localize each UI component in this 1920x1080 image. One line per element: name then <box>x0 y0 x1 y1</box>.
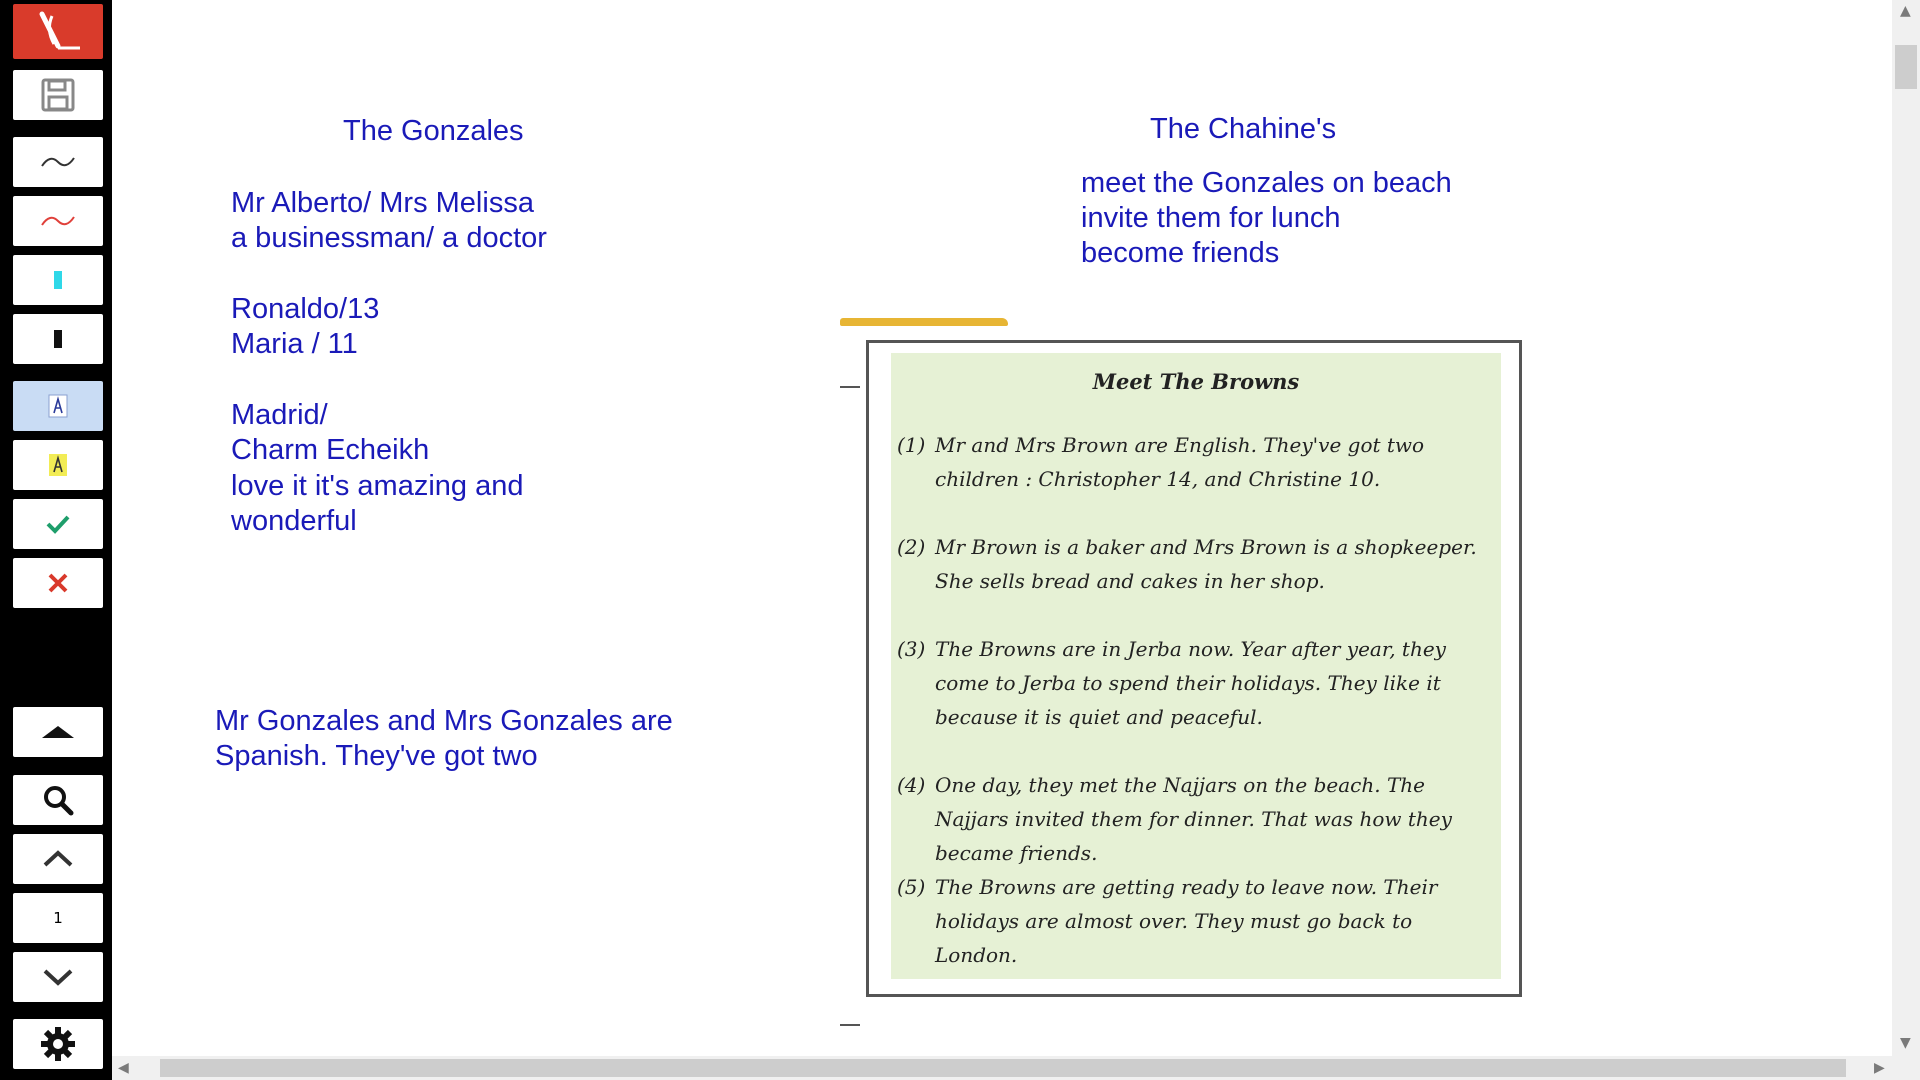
worksheet-item <box>897 428 1497 496</box>
triangle-up-icon <box>38 722 78 742</box>
item-text: The Browns are getting ready to leave now. Their holidays are almost over. They must go back to London. <box>935 875 1438 967</box>
opinion-line-1: love it it's amazing and <box>231 470 524 502</box>
text-tool-button[interactable] <box>13 381 103 431</box>
floppy-disk-icon <box>41 78 75 112</box>
worksheet-top-bar <box>840 318 1008 326</box>
gonzales-parents: Mr Alberto/ Mrs Melissa <box>231 187 534 219</box>
item-number: (4) <box>897 773 926 797</box>
pen-red-button[interactable] <box>13 196 103 246</box>
cross-icon <box>46 571 70 595</box>
worksheet-title: Meet The Browns <box>1092 369 1300 394</box>
worksheet-image <box>840 318 1675 1038</box>
cross-mark-button[interactable] <box>13 558 103 608</box>
highlighter-cyan-icon <box>52 269 64 291</box>
chevron-up-icon <box>41 849 75 869</box>
horizontal-scroll-thumb[interactable] <box>160 1059 1846 1077</box>
next-page-button[interactable] <box>13 952 103 1002</box>
annotation-toolbar <box>0 0 112 1080</box>
chahine-line-3: become friends <box>1081 237 1280 269</box>
gonzales-jobs: a businessman/ a doctor <box>231 222 547 254</box>
squiggle-black-icon <box>38 152 78 172</box>
whiteboard-canvas[interactable] <box>112 0 1892 1056</box>
text-tool-icon <box>47 393 69 419</box>
marker-black-icon <box>52 328 64 350</box>
item-text: The Browns are in Jerba now. Year after year, they come to Jerba to spend their holidays. They like it because it is quiet and peaceful. <box>935 637 1446 729</box>
scroll-to-top-button[interactable] <box>13 707 103 757</box>
worksheet-mark <box>840 1024 860 1026</box>
opinion-line-2: wonderful <box>231 505 357 537</box>
item-text: One day, they met the Najjars on the beach. The Najjars invited them for dinner. That was how they became friends. <box>935 773 1452 865</box>
child-ronaldo: Ronaldo/13 <box>231 293 380 325</box>
horizontal-scrollbar[interactable] <box>112 1056 1892 1080</box>
chahine-title: The Chahine's <box>1150 113 1337 145</box>
settings-button[interactable] <box>13 1019 103 1069</box>
worksheet-frame <box>866 340 1522 997</box>
worksheet-item <box>897 632 1497 734</box>
place-charm-echeikh: Charm Echeikh <box>231 434 430 466</box>
sentence-line-1: Mr Gonzales and Mrs Gonzales are <box>215 705 673 737</box>
worksheet-panel <box>891 353 1501 979</box>
scroll-down-arrow-icon[interactable]: ▼ <box>1900 1035 1911 1051</box>
vertical-scrollbar[interactable] <box>1892 0 1920 1056</box>
text-highlight-icon <box>47 452 69 478</box>
item-number: (3) <box>897 637 926 661</box>
item-text: Mr Brown is a baker and Mrs Brown is a shopkeeper. She sells bread and cakes in her shop. <box>935 535 1477 593</box>
pen-black-button[interactable] <box>13 137 103 187</box>
worksheet-item <box>897 768 1497 870</box>
highlighter-cyan-button[interactable] <box>13 255 103 305</box>
gonzales-title: The Gonzales <box>343 115 524 147</box>
item-number: (2) <box>897 535 926 559</box>
place-madrid: Madrid/ <box>231 399 328 431</box>
previous-page-button[interactable] <box>13 834 103 884</box>
zoom-button[interactable] <box>13 775 103 825</box>
scroll-left-arrow-icon[interactable]: ◀ <box>118 1060 129 1076</box>
worksheet-mark <box>840 386 860 388</box>
worksheet-item <box>897 530 1497 598</box>
scroll-up-arrow-icon[interactable]: ▲ <box>1900 3 1911 19</box>
text-highlight-button[interactable] <box>13 440 103 490</box>
save-button[interactable] <box>13 70 103 120</box>
marker-black-button[interactable] <box>13 314 103 364</box>
page-number: 1 <box>13 893 103 943</box>
sentence-line-2: Spanish. They've got two <box>215 740 538 772</box>
scroll-right-arrow-icon[interactable]: ▶ <box>1874 1060 1885 1076</box>
vertical-scroll-thumb[interactable] <box>1895 45 1917 89</box>
gear-icon <box>39 1025 77 1063</box>
item-text: Mr and Mrs Brown are English. They've got two children : Christopher 14, and Christine 10. <box>935 433 1425 491</box>
item-number: (5) <box>897 875 926 899</box>
squiggle-red-icon <box>38 211 78 231</box>
pen-logo-icon <box>28 10 88 54</box>
scrollbar-corner <box>1892 1056 1920 1080</box>
item-number: (1) <box>897 433 926 457</box>
magnifier-icon <box>42 784 74 816</box>
chahine-line-2: invite them for lunch <box>1081 202 1341 234</box>
check-icon <box>45 513 71 535</box>
worksheet-item <box>897 870 1497 972</box>
app-logo-button[interactable] <box>13 4 103 59</box>
chahine-line-1: meet the Gonzales on beach <box>1081 167 1452 199</box>
child-maria: Maria / 11 <box>231 328 358 360</box>
chevron-down-icon <box>41 967 75 987</box>
check-mark-button[interactable] <box>13 499 103 549</box>
